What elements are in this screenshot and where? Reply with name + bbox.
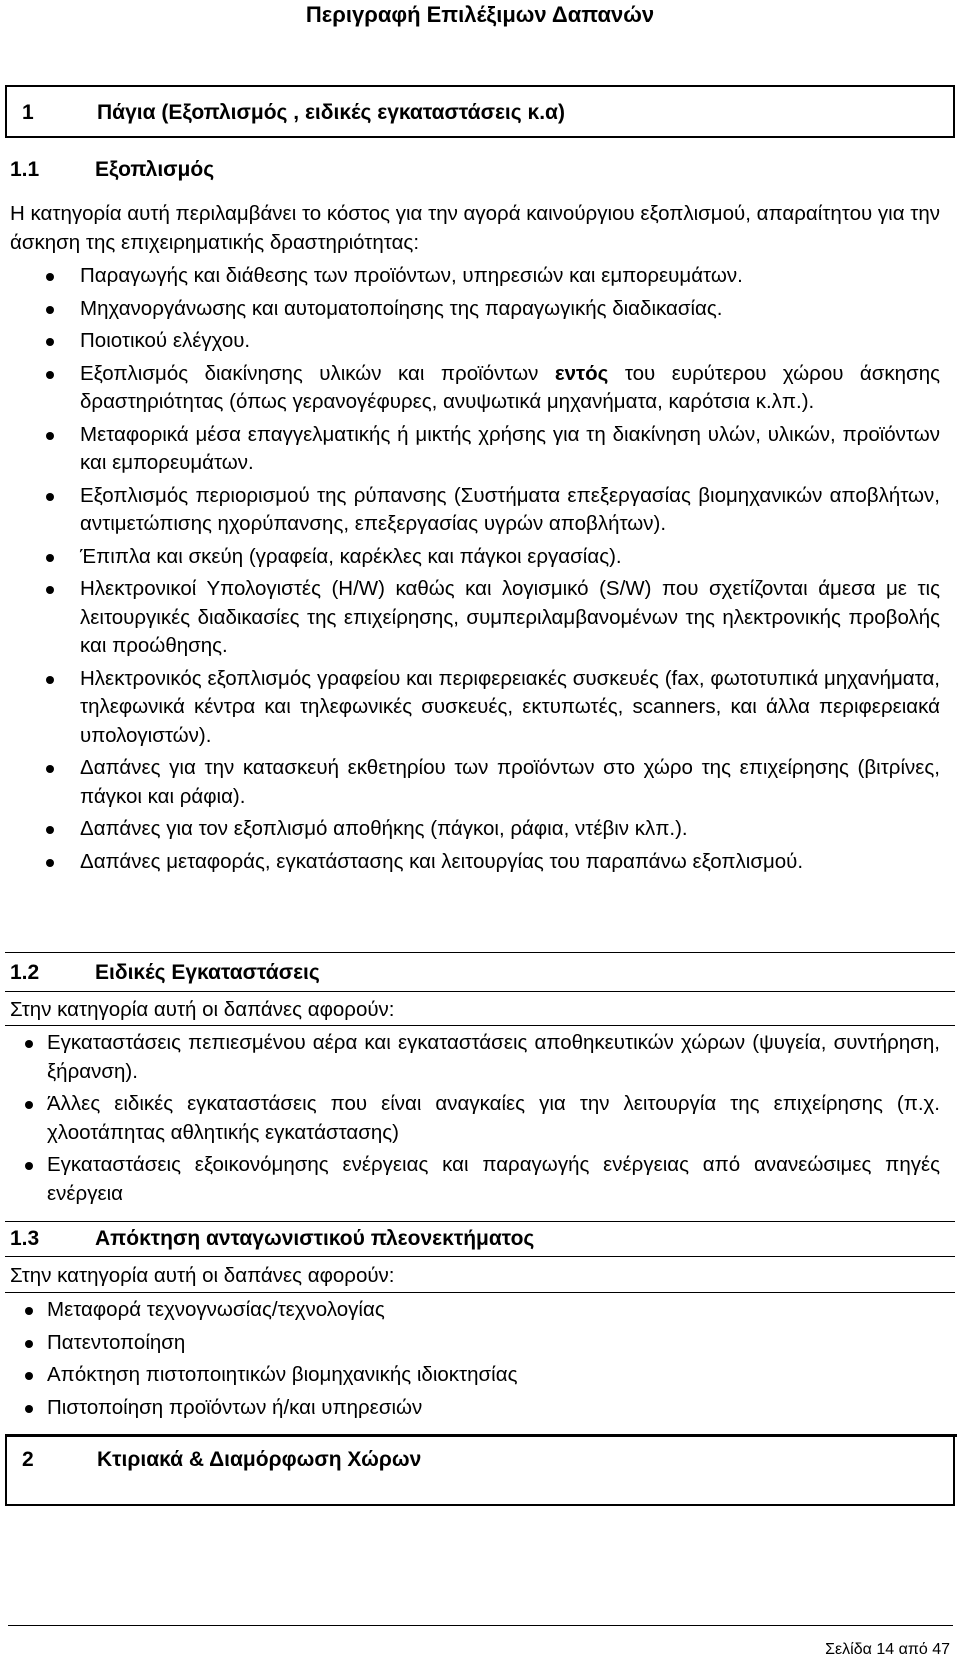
list-item: Παραγωγής και διάθεσης των προϊόντων, υπηρεσιών και εμπορευμάτων.	[80, 262, 940, 291]
list-item: Εξοπλισμός διακίνησης υλικών και προϊόντων εντός του ευρύτερου χώρου άσκησης δραστηριότητας (όπως γερανογέφυρες, ανυψωτικά μηχανήματα, καρότσια κ.λπ.).	[80, 360, 940, 417]
section2-rule-bottom	[5, 1504, 955, 1506]
subsection-1-2-title: Ειδικές Εγκαταστάσεις	[95, 961, 320, 984]
subsection-1-1-list	[80, 262, 940, 880]
page-title: Περιγραφή Επιλέξιμων Δαπανών	[305, 2, 655, 27]
subsection-1-2-number: 1.2	[10, 961, 40, 984]
subsection-1-2-intro-rule	[5, 1025, 955, 1026]
section1-rule-left	[5, 85, 7, 138]
list-item: Μεταφορικά μέσα επαγγελματικής ή μικτής χρήσης για τη διακίνηση υλών, υλικών, προϊόντων και εμπορευμάτων.	[80, 421, 940, 478]
list-item: Πατεντοποίηση	[47, 1329, 940, 1358]
section1-rule-top	[5, 85, 955, 87]
section1-number: 1	[22, 101, 34, 124]
bullet-icon	[25, 1040, 33, 1048]
subsection-1-3-intro-rule	[5, 1292, 955, 1293]
subsection-1-3-title: Απόκτηση ανταγωνιστικού πλεονεκτήματος	[95, 1227, 535, 1250]
list-item: Μηχανοργάνωσης και αυτοματοποίησης της παραγωγικής διαδικασίας.	[80, 295, 940, 324]
subsection-1-2-rule-bottom	[5, 991, 955, 992]
subsection-1-3-intro: Στην κατηγορία αυτή οι δαπάνες αφορούν:	[10, 1264, 395, 1287]
bullet-icon	[46, 859, 54, 867]
subsection-1-1-number: 1.1	[10, 158, 40, 181]
list-item: Εξοπλισμός περιορισμού της ρύπανσης (Συστήματα επεξεργασίας βιομηχανικών αποβλήτων, αντιμετώπισης ηχορύπανσης, επεξεργασίας υγρών αποβλήτων).	[80, 482, 940, 539]
bullet-icon	[25, 1101, 33, 1109]
list-item: Δαπάνες μεταφοράς, εγκατάστασης και λειτουργίας του παραπάνω εξοπλισμού.	[80, 848, 940, 877]
list-item: Ηλεκτρονικοί Υπολογιστές (H/W) καθώς και λογισμικό (S/W) που σχετίζονται άμεσα με τις λειτουργικές διαδικασίες της επιχείρησης, συμπεριλαμβανομένων της ηλεκτρονικής προβολής και προώθησης.	[80, 575, 940, 661]
bullet-icon	[46, 432, 54, 440]
section2-number: 2	[22, 1448, 34, 1471]
subsection-1-1-intro: Η κατηγορία αυτή περιλαμβάνει το κόστος για την αγορά καινούργιου εξοπλισμού, απαραίτητου για την άσκηση της επιχειρηματικής δραστηριότητας:	[10, 202, 940, 254]
list-item: Μεταφορά τεχνογνωσίας/τεχνολογίας	[47, 1296, 940, 1325]
bullet-icon	[46, 493, 54, 501]
list-item: Πιστοποίηση προϊόντων ή/και υπηρεσιών	[47, 1394, 940, 1423]
list-item: Ηλεκτρονικός εξοπλισμός γραφείου και περιφερειακές συσκευές (fax, φωτοτυπικά μηχανήματα, τηλεφωνικά κέντρα και τηλεφωνικές συσκευές, εκτυπωτές, scanners, και άλλα περιφερειακά υπολογιστών).	[80, 665, 940, 751]
subsection-1-2-list	[47, 1029, 940, 1212]
bullet-icon	[46, 826, 54, 834]
list-item: Έπιπλα και σκεύη (γραφεία, καρέκλες και πάγκοι εργασίας).	[80, 543, 940, 572]
list-item: Απόκτηση πιστοποιητικών βιομηχανικής ιδιοκτησίας	[47, 1361, 940, 1390]
list-item: Άλλες ειδικές εγκαταστάσεις που είναι αναγκαίες για την λειτουργία της επιχείρησης (π.χ. χλοοτάπητας αθλητικής εγκατάστασης)	[47, 1090, 940, 1147]
list-item: Δαπάνες για την κατασκευή εκθετηρίου των προϊόντων στο χώρο της επιχείρησης (βιτρίνες, πάγκοι και ράφια).	[80, 754, 940, 811]
section1-rule-right	[953, 85, 955, 138]
bullet-icon	[25, 1405, 33, 1413]
list-item: Ποιοτικού ελέγχου.	[80, 327, 940, 356]
subsection-1-3-number: 1.3	[10, 1227, 40, 1250]
bullet-icon	[46, 338, 54, 346]
list-item: Εγκαταστάσεις εξοικονόμησης ενέργειας και παραγωγής ενέργειας από ανανεώσιμες πηγές ενέργεια	[47, 1151, 940, 1208]
bullet-icon	[46, 554, 54, 562]
subsection-1-2-intro: Στην κατηγορία αυτή οι δαπάνες αφορούν:	[10, 998, 395, 1021]
bullet-icon	[46, 273, 54, 281]
subsection-1-3-rule-bottom	[5, 1256, 955, 1257]
subsection-1-3-rule-top	[5, 1221, 955, 1222]
footer-divider	[8, 1625, 953, 1626]
bullet-icon	[25, 1307, 33, 1315]
bullet-icon	[46, 765, 54, 773]
list-item: Δαπάνες για τον εξοπλισμό αποθήκης (πάγκοι, ράφια, ντέβιν κλπ.).	[80, 815, 940, 844]
section2-rule-top	[5, 1434, 957, 1437]
section1-title: Πάγια (Εξοπλισμός , ειδικές εγκαταστάσεις κ.α)	[97, 101, 565, 124]
section1-rule-bottom	[5, 136, 955, 138]
subsection-1-1-title: Εξοπλισμός	[95, 158, 215, 181]
bullet-icon	[46, 586, 54, 594]
subsection-1-3-list	[47, 1296, 940, 1426]
section2-rule-left	[5, 1434, 7, 1506]
bullet-icon	[46, 306, 54, 314]
section2-title: Κτιριακά & Διαμόρφωση Χώρων	[97, 1448, 422, 1471]
emphasis-text: εντός	[554, 361, 609, 385]
bullet-icon	[46, 371, 54, 379]
bullet-icon	[25, 1372, 33, 1380]
list-item: Εγκαταστάσεις πεπιεσμένου αέρα και εγκαταστάσεις αποθηκευτικών χώρων (ψυγεία, συντήρηση, ξήρανση).	[47, 1029, 940, 1086]
subsection-1-2-rule-top	[5, 952, 955, 953]
bullet-icon	[46, 676, 54, 684]
section2-rule-right	[953, 1434, 955, 1506]
bullet-icon	[25, 1340, 33, 1348]
bullet-icon	[25, 1162, 33, 1170]
page-number: Σελίδα 14 από 47	[825, 1641, 950, 1658]
